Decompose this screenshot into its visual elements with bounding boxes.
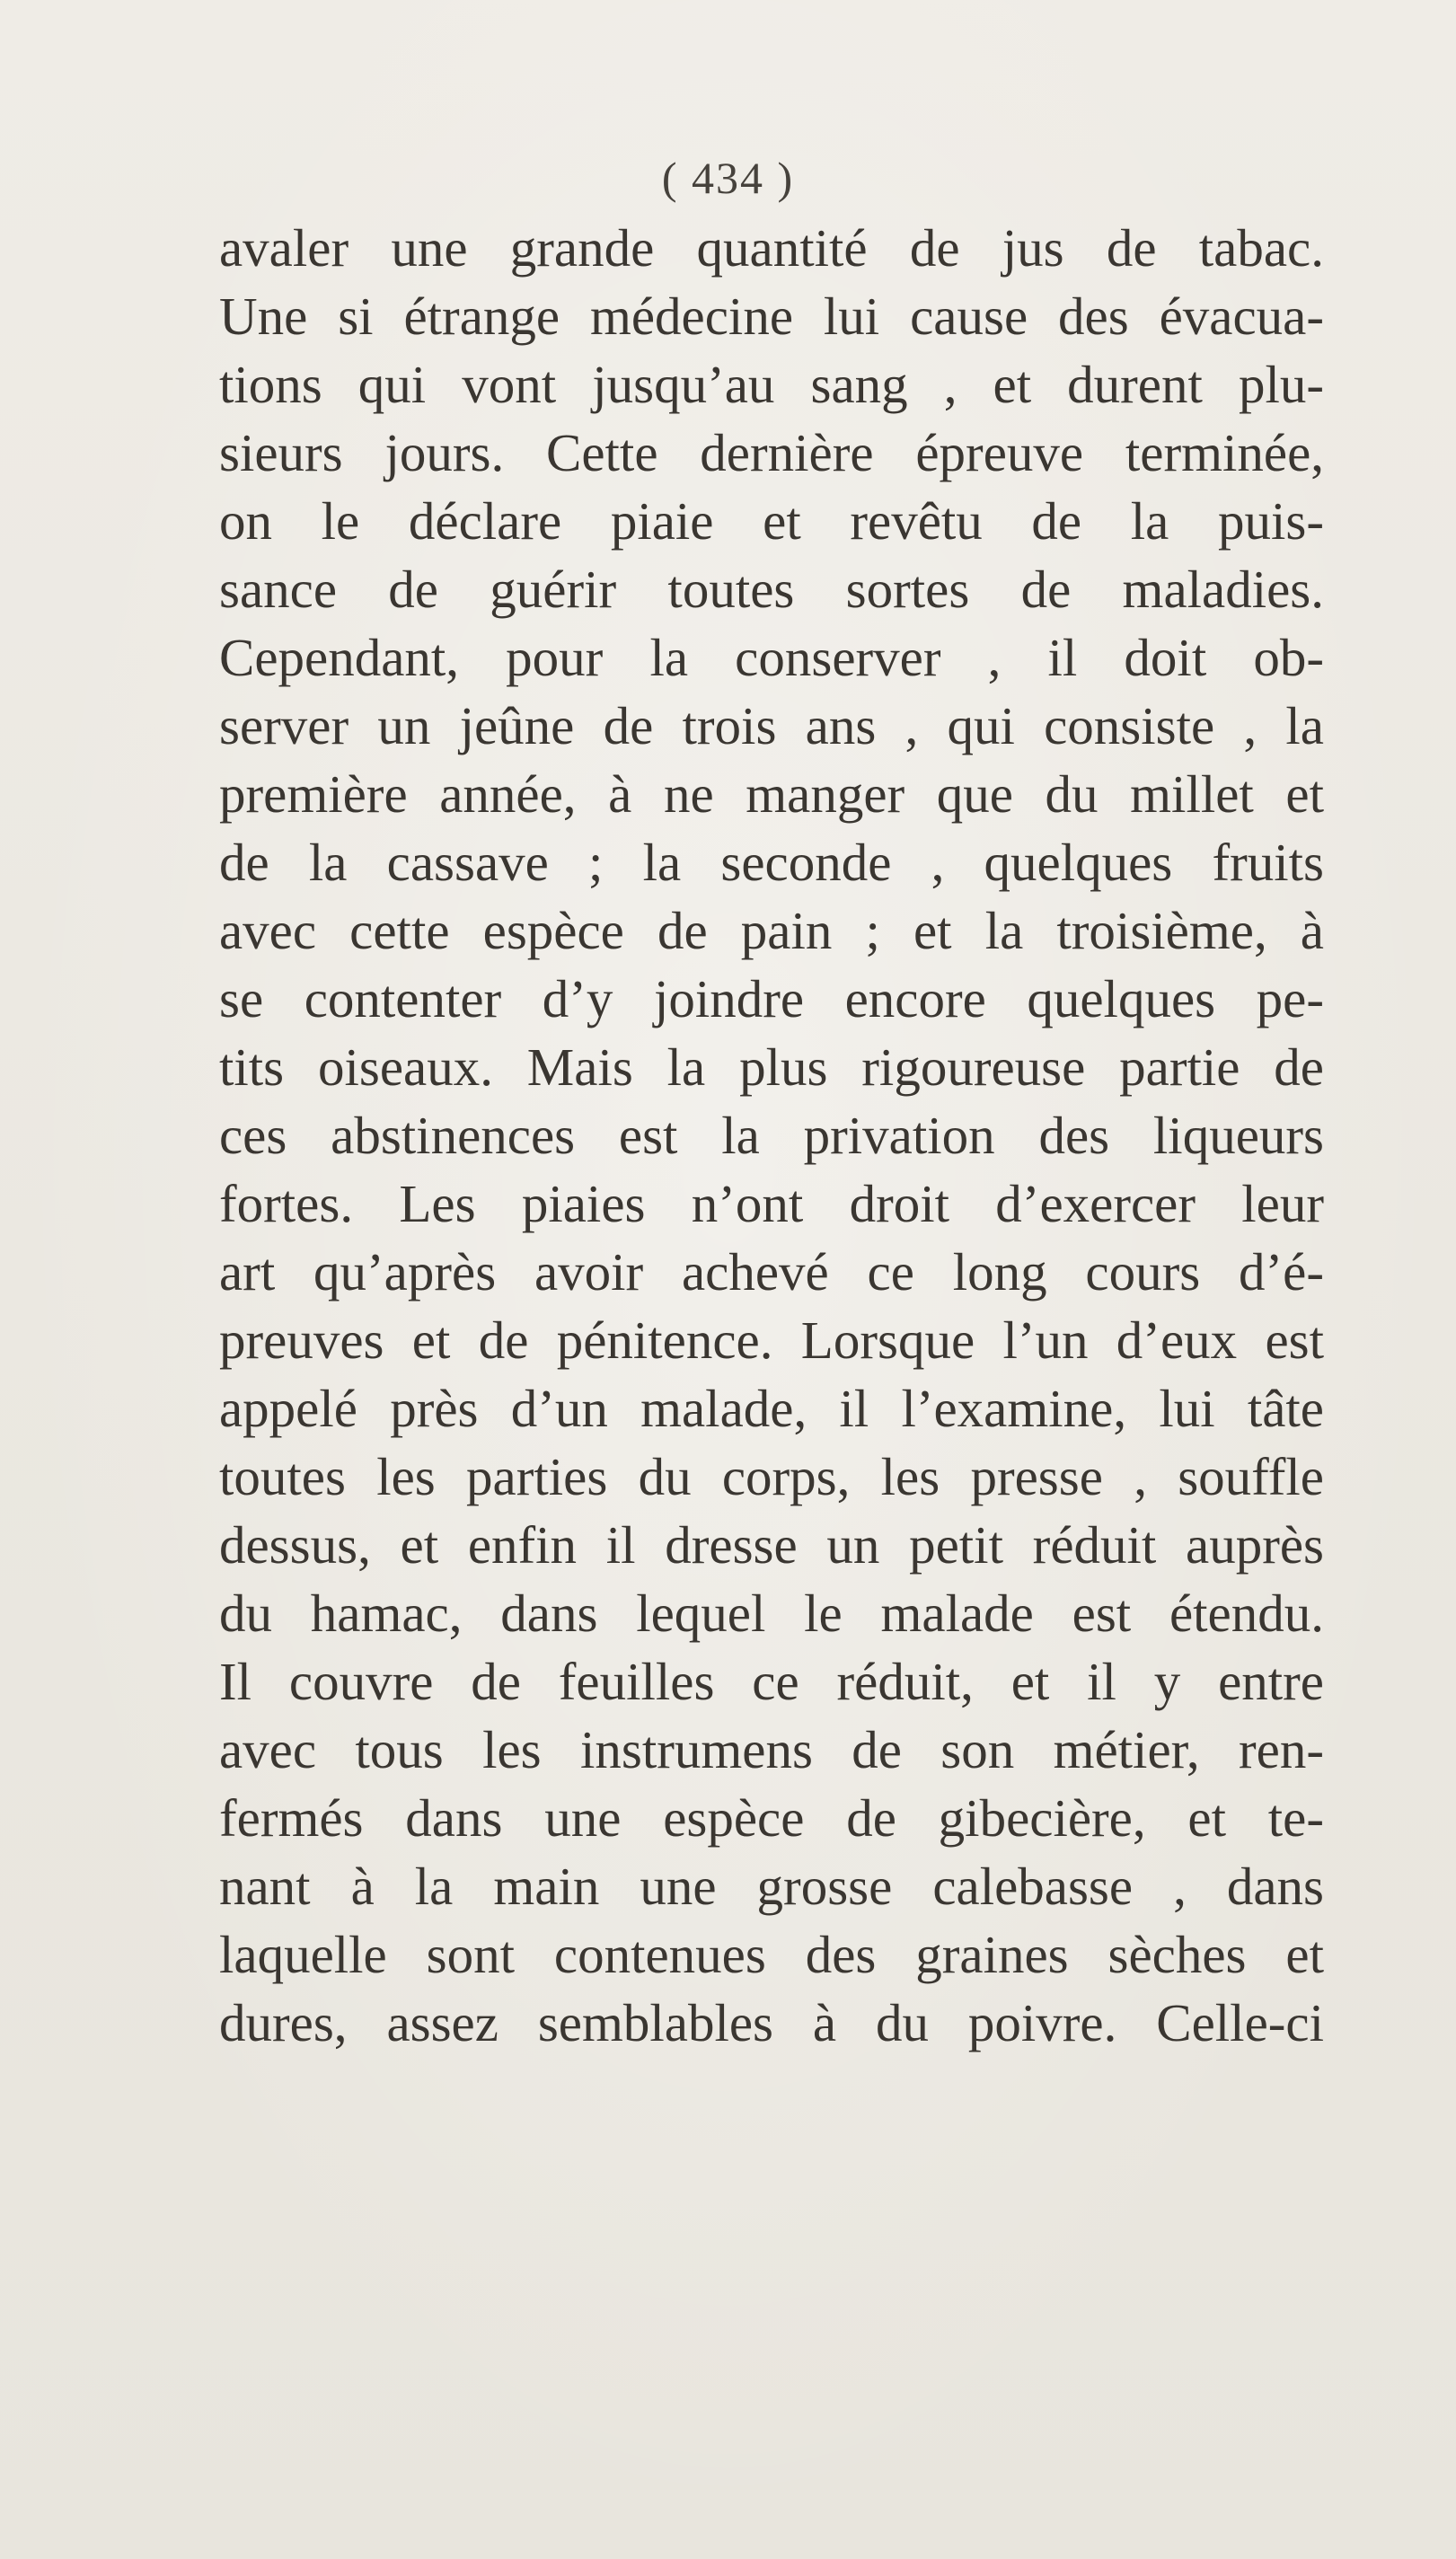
text-line: Une si étrange médecine lui cause des évacua-: [219, 287, 1324, 346]
text-line: dessus, et enfin il dresse un petit réduit auprès: [219, 1515, 1324, 1575]
text-line: tits oiseaux. Mais la plus rigoureuse partie de: [219, 1037, 1324, 1097]
text-line: preuves et de pénitence. Lorsque l’un d’eux est: [219, 1310, 1324, 1370]
text-line: Cependant, pour la conserver , il doit ob-: [219, 628, 1324, 687]
text-line: sieurs jours. Cette dernière épreuve terminée,: [219, 423, 1324, 482]
text-line: fermés dans une espèce de gibecière, et te-: [219, 1788, 1324, 1848]
text-line: première année, à ne manger que du millet et: [219, 764, 1324, 824]
text-line: appelé près d’un malade, il l’examine, lui tâte: [219, 1379, 1324, 1438]
text-line: avec tous les instrumens de son métier, ren-: [219, 1720, 1324, 1779]
text-line: on le déclare piaie et revêtu de la puis-: [219, 491, 1324, 551]
text-line: du hamac, dans lequel le malade est étendu.: [219, 1584, 1324, 1643]
text-line: avaler une grande quantité de jus de tabac.: [219, 218, 1324, 278]
text-line: sance de guérir toutes sortes de maladies.: [219, 560, 1324, 619]
text-line: de la cassave ; la seconde , quelques fruits: [219, 833, 1324, 892]
text-line: dures, assez semblables à du poivre. Celle-ci: [219, 1993, 1324, 2052]
text-line: toutes les parties du corps, les presse , souffle: [219, 1447, 1324, 1506]
body-text: [219, 214, 1324, 2057]
text-line: se contenter d’y joindre encore quelques pe-: [219, 969, 1324, 1028]
text-line: ces abstinences est la privation des liqueurs: [219, 1106, 1324, 1165]
text-line: tions qui vont jusqu’au sang , et durent plu-: [219, 355, 1324, 414]
text-line: server un jeûne de trois ans , qui consiste , la: [219, 696, 1324, 755]
text-line: fortes. Les piaies n’ont droit d’exercer leur: [219, 1174, 1324, 1233]
text-line: laquelle sont contenues des graines sèches et: [219, 1925, 1324, 1984]
text-line: Il couvre de feuilles ce réduit, et il y entre: [219, 1652, 1324, 1711]
text-line: avec cette espèce de pain ; et la troisième, à: [219, 901, 1324, 960]
page-number: ( 434 ): [661, 153, 795, 203]
text-line: art qu’après avoir achevé ce long cours d’é-: [219, 1242, 1324, 1302]
text-line: nant à la main une grosse calebasse , dans: [219, 1857, 1324, 1916]
